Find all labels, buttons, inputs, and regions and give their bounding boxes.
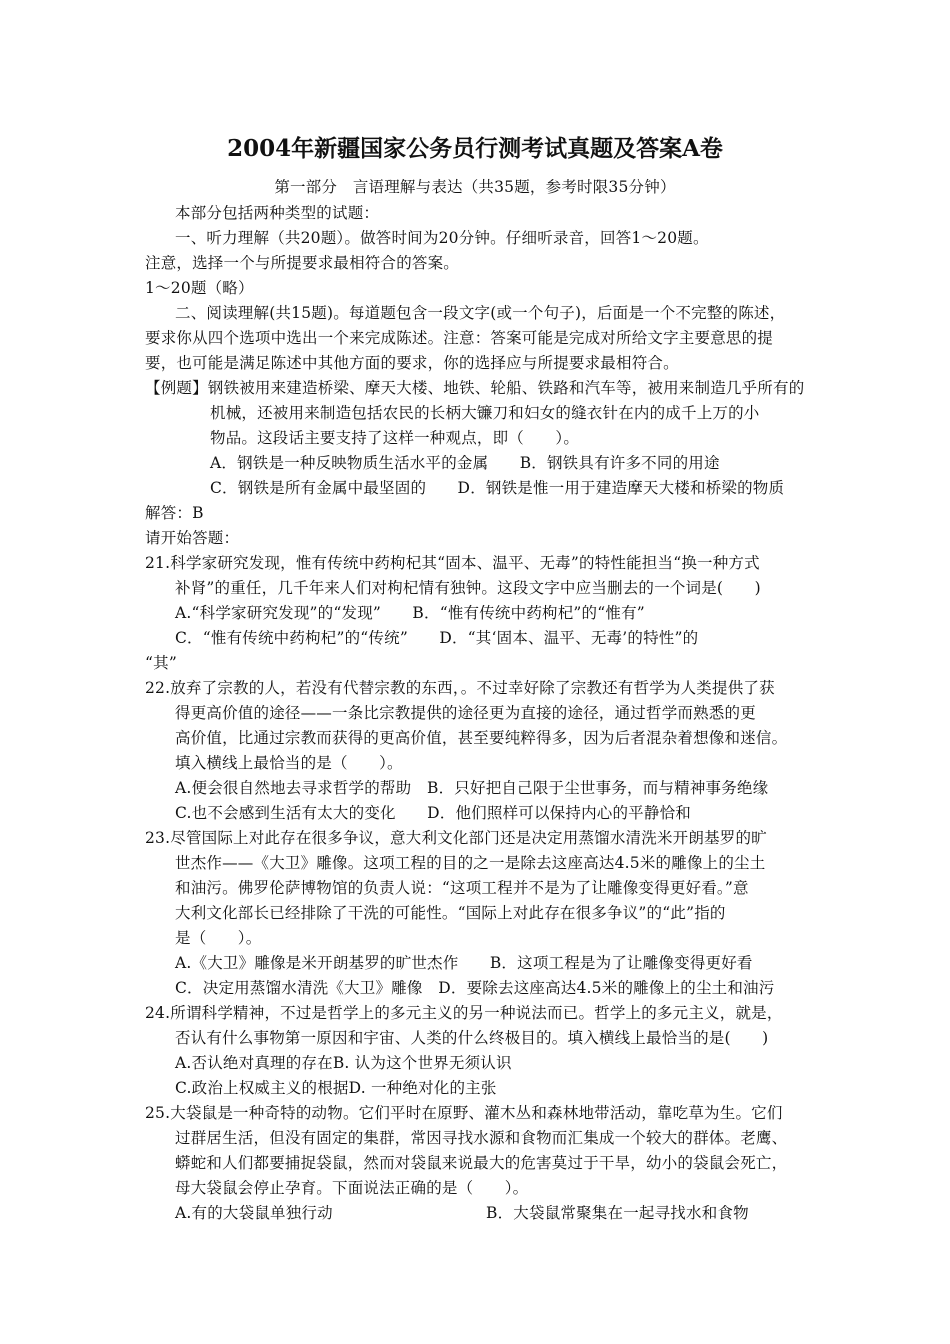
question-24-options: C.政治上权威主义的根据D. 一种绝对化的主张 <box>175 1079 497 1097</box>
question-25-option-b: B．大袋鼠常聚集在一起寻找水和食物 <box>486 1204 749 1222</box>
example-options: C．钢铁是所有金属中最坚固的 D．钢铁是惟一用于建造摩天大楼和桥梁的物质 <box>210 479 785 497</box>
question-23-options: C．决定用蒸馏水清洗《大卫》雕像 D．要除去这座高达4.5米的雕像上的尘土和油污 <box>175 979 775 997</box>
question-21: 21.科学家研究发现，惟有传统中药枸杞其“固本、温平、无毒”的特性能担当“换一种方式 <box>145 554 760 572</box>
example-options: A．钢铁是一种反映物质生活水平的金属 B．钢铁具有许多不同的用途 <box>210 454 720 472</box>
question-23: 世杰作——《大卫》雕像。这项工程的目的之一是除去这座高达4.5米的雕像上的尘土 <box>175 854 766 872</box>
question-21-options: “其” <box>145 654 177 672</box>
intro-line: 注意，选择一个与所提要求最相符合的答案。 <box>145 254 460 272</box>
example-question: 物品。这段话主要支持了这样一种观点，即（ ）。 <box>210 429 580 447</box>
question-23-options: A.《大卫》雕像是米开朗基罗的旷世杰作 B．这项工程是为了让雕像变得更好看 <box>175 954 753 972</box>
question-21-options: A.“科学家研究发现”的“发现” B．“惟有传统中药枸杞”的“惟有” <box>175 604 645 622</box>
question-25: 过群居生活，但没有固定的集群，常因寻找水源和食物而汇集成一个较大的群体。老鹰、 <box>175 1129 788 1147</box>
question-25: 蟒蛇和人们都要捕捉袋鼠，然而对袋鼠来说最大的危害莫过于干旱，幼小的袋鼠会死亡， <box>175 1154 788 1172</box>
question-24: 24.所谓科学精神，不过是哲学上的多元主义的另一种说法而已。哲学上的多元主义，就是， <box>145 1004 783 1022</box>
intro-line: 要求你从四个选项中选出一个来完成陈述。注意：答案可能是完成对所给文字主要意思的提 <box>145 329 774 347</box>
question-22: 22.放弃了宗教的人，若没有代替宗教的东西，。不过幸好除了宗教还有哲学为人类提供了获 <box>145 679 775 697</box>
section-heading: 第一部分 言语理解与表达（共35题，参考时限35分钟） <box>274 178 676 196</box>
question-22-options: A.便会很自然地去寻求哲学的帮助 B．只好把自己限于尘世事务，而与精神事务绝缘 <box>175 779 769 797</box>
intro-line: 一、听力理解（共20题）。做答时间为20分钟。仔细听录音，回答1～20题。 <box>175 229 709 247</box>
question-22-options: C.也不会感到生活有太大的变化 D．他们照样可以保持内心的平静恰和 <box>175 804 691 822</box>
question-21: 补肾”的重任，几千年来人们对枸杞情有独钟。这段文字中应当删去的一个词是( ) <box>175 579 761 597</box>
intro-line: 本部分包括两种类型的试题： <box>175 204 380 222</box>
question-22: 高价值，比通过宗教而获得的更高价值，甚至要纯粹得多，因为后者混杂着想像和迷信。 <box>175 729 788 747</box>
question-25-option-a: A.有的大袋鼠单独行动 <box>175 1204 333 1222</box>
question-23: 23.尽管国际上对此存在很多争议，意大利文化部门还是决定用蒸馏水清洗米开朗基罗的旷 <box>145 829 767 847</box>
question-23: 和油污。佛罗伦萨博物馆的负责人说：“这项工程并不是为了让雕像变得更好看。”意 <box>175 879 749 897</box>
question-23: 大利文化部长已经排除了干洗的可能性。“国际上对此存在很多争议”的“此”指的 <box>175 904 726 922</box>
question-22: 得更高价值的途径——一条比宗教提供的途径更为直接的途径，通过哲学而熟悉的更 <box>175 704 756 722</box>
question-25: 25.大袋鼠是一种奇特的动物。它们平时在原野、灌木丛和森林地带活动，靠吃草为生。它们 <box>145 1104 783 1122</box>
question-24-options: A.否认绝对真理的存在B. 认为这个世界无须认识 <box>175 1054 512 1072</box>
question-24: 否认有什么事物第一原因和宇宙、人类的什么终极目的。填入横线上最恰当的是( ) <box>175 1029 769 1047</box>
page-title: 2004年新疆国家公务员行测考试真题及答案A卷 <box>227 135 723 162</box>
question-25: 母大袋鼠会停止孕育。下面说法正确的是（ ）。 <box>175 1179 529 1197</box>
example-question: 【例题】钢铁被用来建造桥梁、摩天大楼、地铁、轮船、铁路和汽车等，被用来制造几乎所有的 <box>145 379 805 397</box>
start-prompt: 请开始答题： <box>145 529 240 547</box>
intro-line: 二、阅读理解(共15题)。每道题包含一段文字(或一个句子)，后面是一个不完整的陈述， <box>175 304 786 322</box>
question-22: 填入横线上最恰当的是（ ）。 <box>175 754 403 772</box>
example-question: 机械，还被用来制造包括农民的长柄大镰刀和妇女的缝衣针在内的成千上万的小 <box>210 404 760 422</box>
example-answer: 解答：B <box>145 504 204 522</box>
intro-line: 要，也可能是满足陈述中其他方面的要求，你的选择应与所提要求最相符合。 <box>145 354 679 372</box>
intro-line: 1～20题（略） <box>145 279 254 297</box>
question-21-options: C．“惟有传统中药枸杞”的“传统” D．“其‘固本、温平、无毒’的特性”的 <box>175 629 699 647</box>
question-23: 是（ ）。 <box>175 929 262 947</box>
